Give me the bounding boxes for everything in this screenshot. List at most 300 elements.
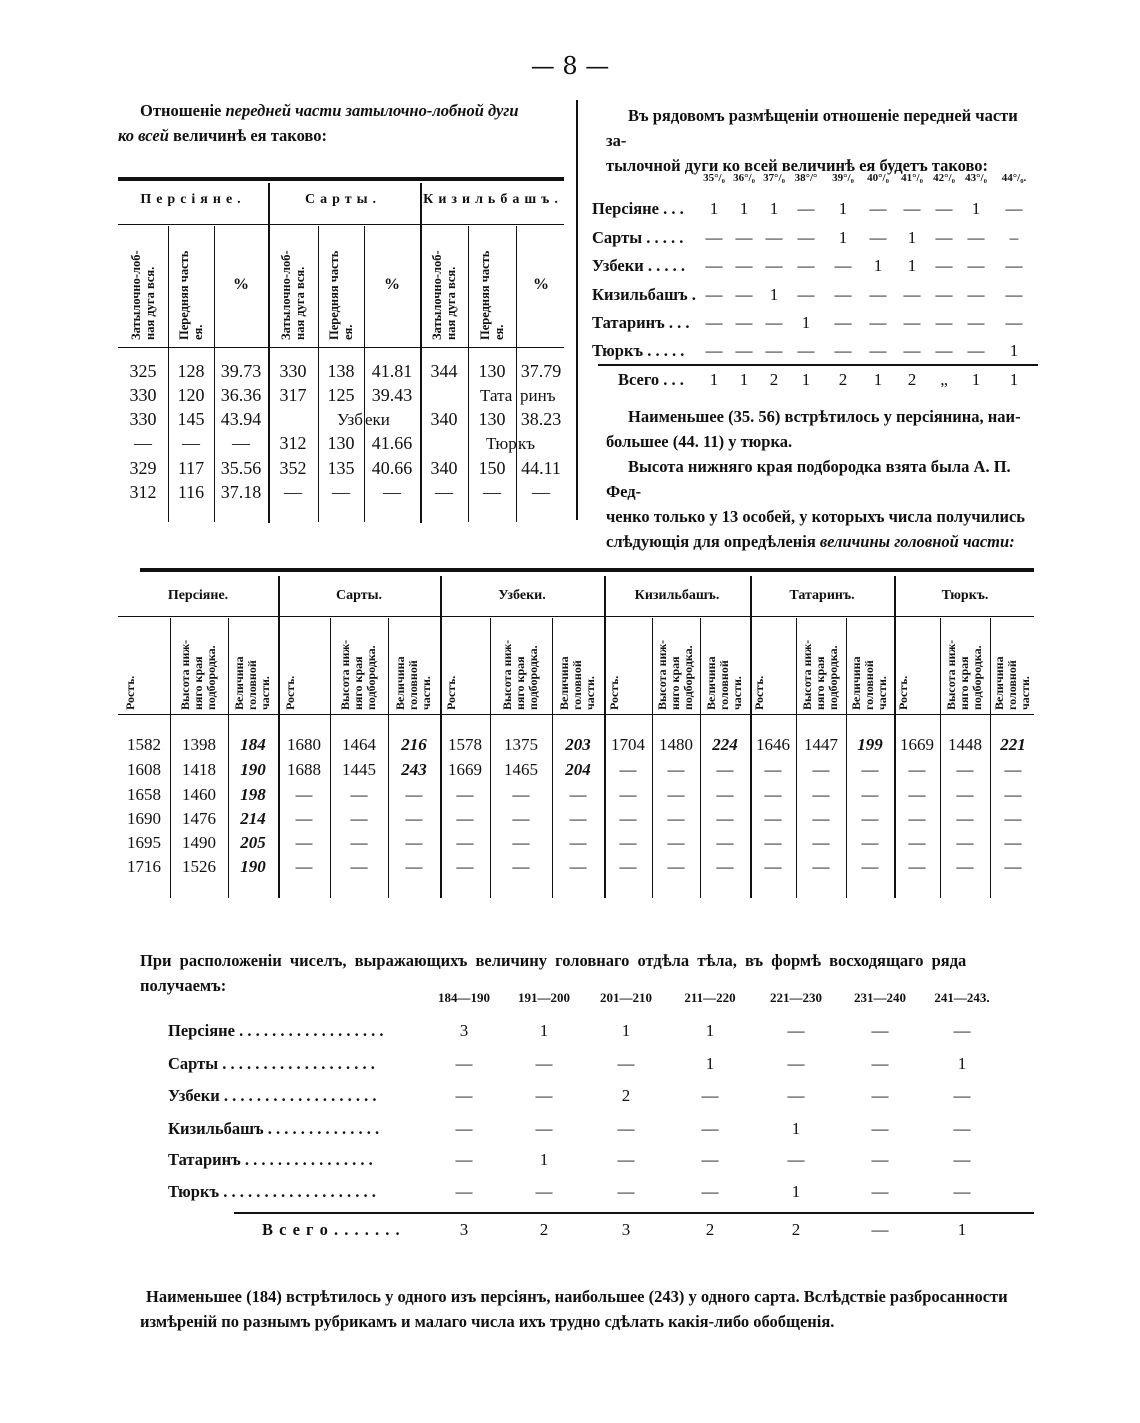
table2-cell: — [667, 809, 685, 828]
table1-cell: 130 [327, 433, 355, 453]
table2-cell: 1690 [127, 809, 161, 828]
table1-cell: 330 [129, 385, 157, 405]
table2-cell: 203 [565, 735, 591, 754]
table2-col-header: Высота ниж- няго края подбородка. [655, 639, 695, 710]
table2-cell: — [405, 809, 423, 828]
series2-cell: — [617, 1182, 635, 1201]
table1-col-header: Передняя часть ея. [478, 250, 506, 340]
table2-cell: 1447 [804, 735, 838, 754]
table2-cell: — [812, 760, 830, 779]
table2-cell: 1695 [127, 833, 161, 852]
table1-cell: 340 [430, 458, 458, 478]
series1-cell: — [735, 341, 753, 360]
table2-cell: — [1004, 785, 1022, 804]
series2-total-rule [234, 1212, 1034, 1214]
table2-cell: 1646 [756, 735, 790, 754]
table1-cell: 39.73 [220, 361, 262, 381]
table2-group-label: Кизильбашъ. [634, 588, 720, 603]
series2-total-cell: 3 [459, 1220, 469, 1239]
series1-total-cell: 1 [873, 370, 883, 389]
table2-cell: 205 [240, 833, 266, 852]
series2-cell: — [953, 1150, 971, 1169]
table2-col-header: Ростъ. [123, 675, 137, 710]
series2-cell: — [953, 1182, 971, 1201]
table1-cell: 145 [177, 409, 205, 429]
table2-cell: — [512, 785, 530, 804]
table1-cell: — [182, 433, 200, 453]
series1-cell: 1 [1009, 341, 1019, 360]
series2-cell: 2 [621, 1086, 631, 1105]
table2-cell: — [619, 833, 637, 852]
series1-cell: — [935, 313, 953, 332]
table1-cell: — [232, 433, 250, 453]
series2-header-cell: 211—220 [684, 990, 736, 1005]
table2-cell: — [908, 857, 926, 876]
table2-col-rule [940, 618, 941, 898]
series2-cell: — [535, 1054, 553, 1073]
table2-cell: 1480 [659, 735, 693, 754]
series1-cell: 1 [873, 256, 883, 275]
table2-col-rule [490, 618, 491, 898]
series2-total-cell: 2 [791, 1220, 801, 1239]
table2-cell: — [667, 857, 685, 876]
table2-cell: — [405, 857, 423, 876]
table2-cell: — [956, 760, 974, 779]
table2-cell: 199 [857, 735, 883, 754]
series1-cell: 1 [801, 313, 811, 332]
series2-cell: — [787, 1054, 805, 1073]
table2-cell: — [350, 833, 368, 852]
table2-cell: 1445 [342, 760, 376, 779]
table2-cell: — [295, 809, 313, 828]
table1-cell: 116 [177, 482, 205, 502]
series1-total-rule [598, 364, 1038, 366]
series1-cell: — [797, 285, 815, 304]
table2-cell: 1716 [127, 857, 161, 876]
series1-cell: — [903, 199, 921, 218]
table2-cell: — [812, 857, 830, 876]
series1-header-cell: 36°/₀ [733, 172, 755, 184]
table2-cell: — [956, 785, 974, 804]
table2-cell: — [295, 833, 313, 852]
series1-cell: — [967, 341, 985, 360]
table1-inline-uzbek-b: еки [365, 410, 390, 429]
table2-cell: — [1004, 809, 1022, 828]
series1-cell: — [967, 228, 985, 247]
table2-cell: — [861, 760, 879, 779]
table2-cell: 204 [565, 760, 591, 779]
table2-col-rule [990, 618, 991, 898]
series1-header-cell: 42°/₀ [933, 172, 955, 184]
conclusion-l1: Наименьшее (184) встрѣтилось у одного изъ персіянъ, наибольшее (243) у одного сарта. Вслѣдствіе разбросанности [146, 1287, 1008, 1306]
right-intro-line1: Въ рядовомъ размѣщеніи отношеніе передней части за- [606, 106, 1018, 150]
table1-cell: 37.79 [520, 361, 562, 381]
table2-cell: — [716, 809, 734, 828]
series1-cell: — [903, 285, 921, 304]
table2-cell: — [908, 785, 926, 804]
right-text-l1: Наименьшее (35. 56) встрѣтилось у персіянина, наи- [628, 407, 1021, 426]
series2-cell: 1 [705, 1054, 715, 1073]
series2-cell: 1 [621, 1021, 631, 1040]
table2-cell: — [716, 857, 734, 876]
series1-cell: — [869, 341, 887, 360]
series2-cell: — [701, 1119, 719, 1138]
table2-cell: 216 [401, 735, 427, 754]
series2-total-label: В с е г о . . . . . . . [262, 1220, 401, 1239]
series1-cell: 1 [769, 285, 779, 304]
table2-group-label: Сарты. [335, 588, 383, 603]
table1-cell: — [284, 482, 302, 502]
series1-header-cell: 35°/₀ [703, 172, 725, 184]
series2-cell: — [455, 1182, 473, 1201]
table2-col-header: Ростъ. [444, 675, 458, 710]
series2-total-cell: 2 [539, 1220, 549, 1239]
series1-row-label: Тюркъ . . . . . [592, 341, 685, 360]
table2-cell: 1680 [287, 735, 321, 754]
series1-total-cell: 1 [709, 370, 719, 389]
table1-cell: 40.66 [371, 458, 413, 478]
series1-header-cell: 43°/₀ [965, 172, 987, 184]
table1-col-header: Затылочно-лоб- ная дуга вся. [430, 250, 458, 340]
series1-cell: — [797, 199, 815, 218]
series2-cell: — [871, 1150, 889, 1169]
right-text-l5: слѣдующія для опредѣленія [606, 532, 820, 551]
series1-header-cell: 38°/° [794, 172, 818, 184]
table2-cell: — [956, 833, 974, 852]
table1-col-header: Затылочно-лоб- ная дуга вся. [129, 250, 157, 340]
table2-cell: — [667, 785, 685, 804]
table2-cell: — [861, 785, 879, 804]
table2-cell: — [812, 833, 830, 852]
series2-cell: — [617, 1119, 635, 1138]
table1-cell: 36.36 [220, 385, 262, 405]
table2-cell: 1669 [448, 760, 482, 779]
table1-cell: 312 [129, 482, 157, 502]
table2-col-header: Величина головной части. [849, 656, 889, 710]
table1-cell: 329 [129, 458, 157, 478]
table1-cell: 150 [478, 458, 506, 478]
series2-cell: — [455, 1054, 473, 1073]
table2-cell: — [956, 857, 974, 876]
series1-cell: — [903, 313, 921, 332]
table2-cell: — [812, 809, 830, 828]
series1-cell: — [834, 256, 852, 275]
table2-cell: — [619, 785, 637, 804]
table2-cell: 190 [240, 857, 266, 876]
table1-cell: 125 [327, 385, 355, 405]
table2-cell: — [456, 857, 474, 876]
series2-cell: 3 [459, 1021, 469, 1040]
table2-cell: — [956, 809, 974, 828]
series1-cell: — [869, 285, 887, 304]
series1-cell: — [834, 285, 852, 304]
series2-cell: 1 [791, 1182, 801, 1201]
table2-cell: — [764, 833, 782, 852]
series1-cell: — [869, 228, 887, 247]
series1-cell: — [765, 313, 783, 332]
series1-cell: 1 [838, 199, 848, 218]
series1-cell: — [735, 313, 753, 332]
series2-cell: — [871, 1086, 889, 1105]
table1-inline-uzbek-a: Узб [337, 410, 363, 429]
series2-total-cell: 1 [957, 1220, 967, 1239]
right-text-l5-italic: величины головной части: [819, 532, 1015, 551]
table2-cell: 1418 [182, 760, 216, 779]
series2-cell: 1 [957, 1054, 967, 1073]
series1-cell: — [705, 228, 723, 247]
series1-cell: — [705, 313, 723, 332]
series1-cell: — [797, 228, 815, 247]
table2-cell: — [1004, 833, 1022, 852]
series1-cell: — [765, 228, 783, 247]
table2-cell: 221 [1000, 735, 1026, 754]
table2-cell: — [456, 809, 474, 828]
series2-header-cell: 201—210 [600, 990, 652, 1005]
table2-cell: — [764, 785, 782, 804]
table1-group-sarts: Сарты. [304, 192, 382, 207]
table2-cell: 1375 [504, 735, 538, 754]
conclusion-l2: измѣреній по разнымъ рубрикамъ и малаго числа ихъ трудно сдѣлать какія-либо обобщенія. [140, 1312, 835, 1331]
series1-cell: — [705, 256, 723, 275]
table1-group-rule [118, 224, 564, 225]
table1-cell: 312 [279, 433, 307, 453]
series1-total-label: Всего . . . [618, 370, 684, 389]
table2-cell: 1582 [127, 735, 161, 754]
series2-cell: — [455, 1119, 473, 1138]
table2-cell: — [512, 833, 530, 852]
table2-cell: — [405, 785, 423, 804]
table2-group-label: Татаринъ. [789, 588, 855, 603]
table2-cell: — [716, 833, 734, 852]
series1-total-cell: 2 [838, 370, 848, 389]
table2-cell: 1398 [182, 735, 216, 754]
table2-cell: — [908, 760, 926, 779]
series1-cell: — [935, 256, 953, 275]
series1-cell: — [797, 256, 815, 275]
series2-row-label: Тюркъ . . . . . . . . . . . . . . . . . . . [168, 1182, 376, 1201]
table1-cell: 130 [478, 361, 506, 381]
table2-cell: — [716, 785, 734, 804]
table2-group-rule [118, 616, 1034, 617]
series1-cell: 1 [907, 228, 917, 247]
series1-row-label: Узбеки . . . . . [592, 256, 686, 275]
table2-cell: — [350, 809, 368, 828]
table2-cell: 1608 [127, 760, 161, 779]
table2-col-header: Ростъ. [607, 675, 621, 710]
series2-row-label: Татаринъ . . . . . . . . . . . . . . . . [168, 1150, 373, 1169]
series1-cell: 1 [838, 228, 848, 247]
series1-cell: — [903, 341, 921, 360]
series2-cell: — [455, 1150, 473, 1169]
table2-cell: — [861, 809, 879, 828]
table2-col-header: Высота ниж- няго края подбородка. [800, 639, 840, 710]
table1-cell: 138 [327, 361, 355, 381]
right-intro-line2: тылочной дуги ко всей величинѣ ея будетъ таково: [606, 156, 989, 175]
table1-inline-tatarin-b: ринъ [520, 386, 556, 405]
table1-inline-turk-a: Тюр [486, 434, 517, 453]
series1-cell: — [765, 256, 783, 275]
series2-cell: — [617, 1150, 635, 1169]
series1-cell: 1 [709, 199, 719, 218]
series1-total-cell: „ [940, 370, 948, 389]
table2-col-header: Величина головной части. [704, 656, 744, 710]
right-text-l3: Высота нижняго края подбородка взята была А. П. Фед- [606, 457, 1011, 501]
left-intro-text1: Отношеніе [140, 101, 226, 120]
table2-cell: — [812, 785, 830, 804]
table1-cell: 41.66 [371, 433, 413, 453]
table1-cell: 44.11 [521, 458, 561, 478]
series1-total-cell: 1 [739, 370, 749, 389]
series1-header-cell: 41°/₀ [901, 172, 923, 184]
table2-header-rule [118, 714, 1034, 715]
table2-col-header: Величина головной части. [232, 656, 272, 710]
right-intro [606, 103, 1036, 178]
series2-cell: — [787, 1086, 805, 1105]
table2-cell: — [569, 857, 587, 876]
table1-group-persians: Персіяне. [140, 192, 246, 207]
series1-cell: 1 [907, 256, 917, 275]
series1-cell: 1 [739, 199, 749, 218]
table2-cell: 224 [712, 735, 738, 754]
series1-cell: — [1005, 285, 1023, 304]
table2-cell: 1460 [182, 785, 216, 804]
table1-col-header: Передняя часть ея. [177, 250, 205, 340]
conclusion [140, 1284, 1040, 1334]
table2-group-label: Персіяне. [167, 588, 229, 603]
series1-total-cell: 1 [1009, 370, 1019, 389]
table2-cell: — [908, 833, 926, 852]
series1-cell: — [705, 341, 723, 360]
table2-col-rule [228, 618, 229, 898]
table1-cell: — [383, 482, 401, 502]
series2-cell: — [871, 1119, 889, 1138]
table2-cell: — [512, 809, 530, 828]
series2-row-label: Персіяне . . . . . . . . . . . . . . . . . . [168, 1021, 384, 1040]
left-intro [118, 98, 568, 148]
table1-header-rule [118, 347, 564, 348]
table2-cell: 1464 [342, 735, 376, 754]
series2-total-cell: 3 [621, 1220, 631, 1239]
series2-cell: — [535, 1182, 553, 1201]
table2-group-label: Тюркъ. [941, 588, 989, 603]
series1-cell: — [935, 341, 953, 360]
series2-cell: 1 [539, 1021, 549, 1040]
series1-header-cell: 37°/₀ [763, 172, 785, 184]
series2-intro: При расположеніи чиселъ, выражающихъ величину головнаго отдѣла тѣла, въ формѣ восходящаго ряда получаемъ: [140, 951, 967, 995]
table2-cell: 243 [401, 760, 427, 779]
table1-cell: 41.81 [371, 361, 413, 381]
series1-header-cell: 44°/₀. [1001, 172, 1027, 184]
table1-cell: — [483, 482, 501, 502]
series1-cell: — [735, 228, 753, 247]
table2-cell: 184 [240, 735, 266, 754]
table2-col-rule [846, 618, 847, 898]
table1-col-header: Затылочно-лоб- ная дуга вся. [279, 250, 307, 340]
table2-cell: — [1004, 760, 1022, 779]
table2-cell: 1688 [287, 760, 321, 779]
series2-cell: 1 [705, 1021, 715, 1040]
table2-cell: — [456, 833, 474, 852]
right-text [606, 404, 1036, 554]
series1-total-cell: 2 [769, 370, 779, 389]
series1-row-label: Персіяне . . . [592, 199, 684, 218]
right-text-l4: ченко только у 13 особей, у которыхъ числа получились [606, 507, 1026, 526]
table2-cell: — [295, 857, 313, 876]
left-intro-text2: величинѣ ея таково: [168, 126, 327, 145]
table2-cell: — [667, 760, 685, 779]
table2-cell: — [1004, 857, 1022, 876]
series2-header-cell: 221—230 [770, 990, 822, 1005]
table1-cell: 330 [129, 409, 157, 429]
series1-cell: — [967, 256, 985, 275]
series2-row-label: Сарты . . . . . . . . . . . . . . . . . . . [168, 1054, 375, 1073]
series2-cell: — [701, 1150, 719, 1169]
series1-cell: — [967, 313, 985, 332]
series2-cell: — [953, 1021, 971, 1040]
table2-col-rule [388, 618, 389, 898]
series1-cell: 1 [971, 199, 981, 218]
series2-header-cell: 191—200 [518, 990, 570, 1005]
table1-cell: 317 [279, 385, 307, 405]
table2-cell: — [350, 785, 368, 804]
table2-cell: — [667, 833, 685, 852]
table1-cell: — [134, 433, 152, 453]
table2-cell: — [716, 760, 734, 779]
table1-cell: 38.23 [520, 409, 562, 429]
table2-cell: — [619, 760, 637, 779]
table1-cell: 135 [327, 458, 355, 478]
series2-cell: — [871, 1021, 889, 1040]
table1-cell: — [332, 482, 350, 502]
series2-cell: 1 [791, 1119, 801, 1138]
table2-col-rule [552, 618, 553, 898]
table1-cell: 352 [279, 458, 307, 478]
series2-cell: — [871, 1054, 889, 1073]
table1-cell: — [532, 482, 550, 502]
table2-cell: 190 [240, 760, 266, 779]
series1-cell: — [869, 199, 887, 218]
table2-cell: — [764, 760, 782, 779]
table2-col-rule [170, 618, 171, 898]
table2-cell: 1526 [182, 857, 216, 876]
series1-cell: 1 [769, 199, 779, 218]
table1-cell: 117 [177, 458, 205, 478]
table2-cell: — [861, 833, 879, 852]
table1-cell: 35.56 [220, 458, 262, 478]
table1-col-header-percent: % [233, 276, 249, 293]
table2-col-rule [330, 618, 331, 898]
series1-cell: — [834, 341, 852, 360]
table2-col-header: Величина головной части. [992, 656, 1032, 710]
table1-group-kizilbash: Кизильбашъ. [423, 192, 563, 207]
table2-cell: — [512, 857, 530, 876]
table1-cell: 325 [129, 361, 157, 381]
table1-cell: 330 [279, 361, 307, 381]
series2-cell: — [535, 1119, 553, 1138]
series2-cell: — [787, 1021, 805, 1040]
table2-cell: — [295, 785, 313, 804]
table2-cell: — [569, 809, 587, 828]
series2-cell: — [701, 1182, 719, 1201]
series2-cell: — [787, 1150, 805, 1169]
left-intro-italic1: передней части затылочно-лобной дуги [225, 101, 519, 120]
table1-cell: 128 [177, 361, 205, 381]
series2-cell: — [617, 1054, 635, 1073]
table2-col-header: Ростъ. [896, 675, 910, 710]
series1-header-cell: 40°/₀ [867, 172, 889, 184]
series2-header-cell: 231—240 [854, 990, 906, 1005]
table1-cell: 130 [478, 409, 506, 429]
